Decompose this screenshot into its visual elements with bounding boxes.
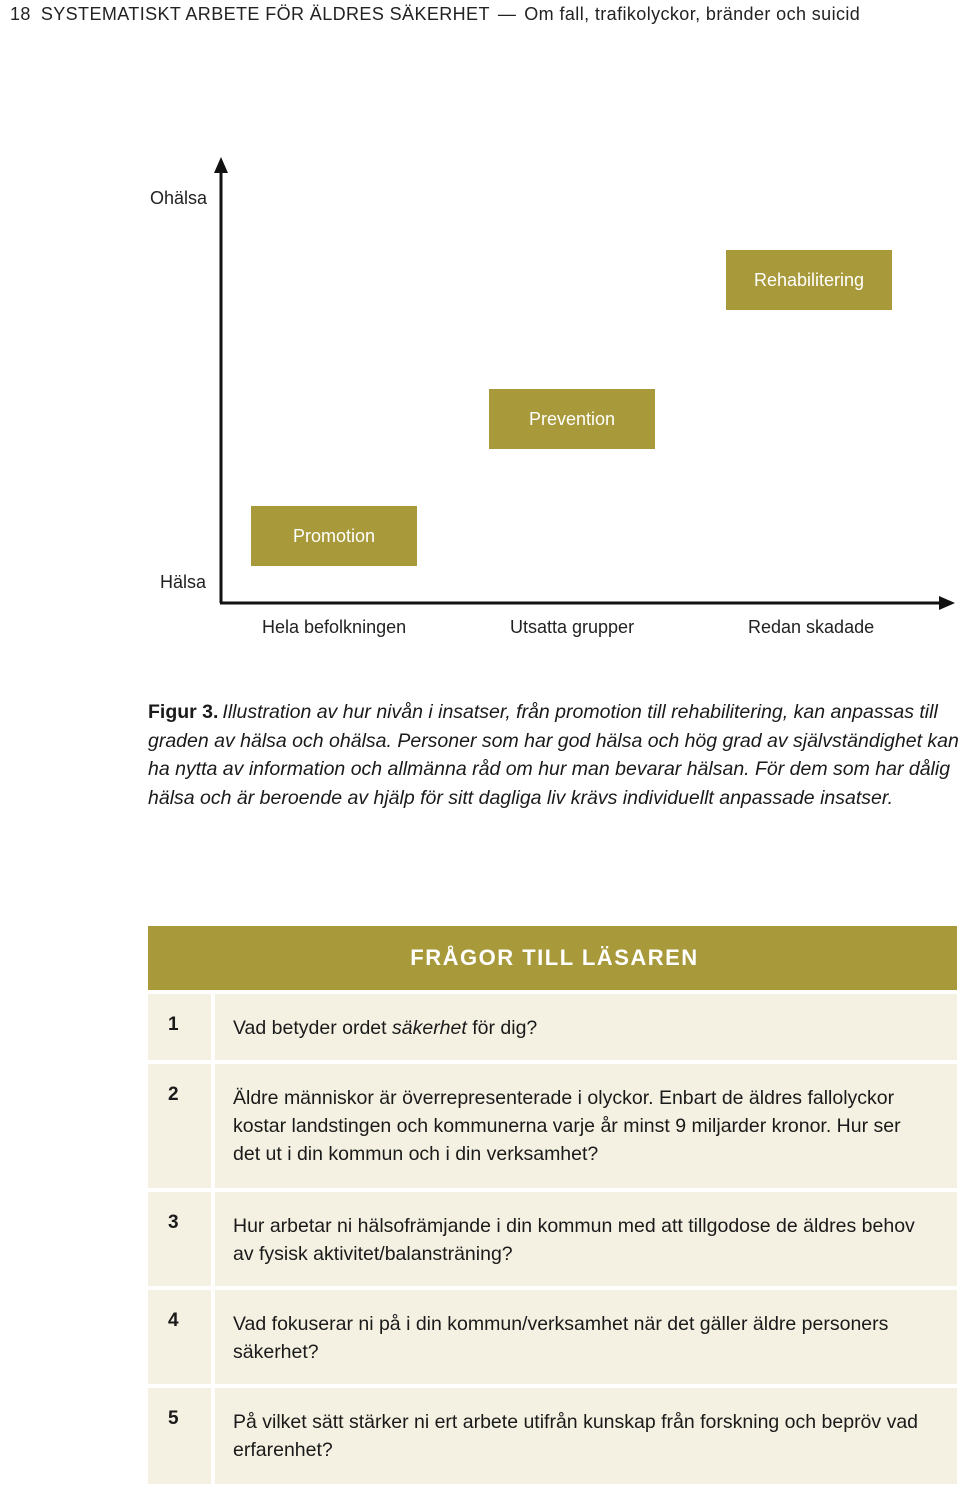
question-text: Äldre människor är överrepresenterade i olyckor. Enbart de äldres fallolyckor kostar landstingen och kommunerna varje år minst 9 miljarder kronor. Hur ser det ut i din kommun och i din verksamhet? bbox=[215, 1064, 957, 1188]
question-row bbox=[148, 1064, 957, 1188]
question-row bbox=[148, 1192, 957, 1286]
box-promotion: Promotion bbox=[251, 506, 417, 566]
header-title: SYSTEMATISKT ARBETE FÖR ÄLDRES SÄKERHET bbox=[40, 4, 490, 24]
questions-title: FRÅGOR TILL LÄSAREN bbox=[148, 926, 957, 990]
question-row bbox=[148, 1290, 957, 1384]
question-text-post: för dig? bbox=[466, 1017, 538, 1039]
question-number: 3 bbox=[148, 1192, 211, 1286]
question-row bbox=[148, 994, 957, 1060]
box-rehabilitering: Rehabilitering bbox=[726, 250, 892, 310]
y-top-label: Ohälsa bbox=[150, 188, 208, 208]
question-number: 1 bbox=[148, 994, 211, 1060]
x-axis-arrow-icon bbox=[939, 596, 955, 610]
caption-label: Figur 3. bbox=[148, 701, 219, 723]
caption-text: Illustration av hur nivån i insatser, från promotion till rehabilitering, kan anpassas till graden av hälsa och ohälsa. Personer som har god hälsa och hög grad av självständighet kan ha nytta av information och allmänna råd om hur man bevarar hälsan. För dem som har dålig hälsa och är beroende av hjälp för sitt dagliga liv krävs individuellt anpassade insatser. bbox=[148, 701, 959, 809]
x-label-redan-skadade: Redan skadade bbox=[748, 617, 875, 637]
question-text-pre: Vad betyder ordet bbox=[233, 1017, 392, 1039]
y-bottom-label: Hälsa bbox=[160, 572, 207, 592]
question-number: 2 bbox=[148, 1064, 211, 1188]
figure-caption bbox=[148, 698, 960, 812]
question-text: Hur arbetar ni hälsofrämjande i din kommun med att tillgodose de äldres behov av fysisk aktivitet/balansträning? bbox=[215, 1192, 957, 1286]
x-label-hela-befolkningen: Hela befolkningen bbox=[262, 617, 407, 637]
question-number: 4 bbox=[148, 1290, 211, 1384]
header-subtitle: Om fall, trafikolyckor, bränder och suicid bbox=[524, 4, 861, 24]
question-text-emphasis: säkerhet bbox=[392, 1017, 467, 1039]
page-number: 18 bbox=[10, 4, 31, 24]
question-row bbox=[148, 1388, 957, 1484]
question-number: 5 bbox=[148, 1388, 211, 1484]
question-text bbox=[215, 994, 957, 1060]
y-axis-arrow-icon bbox=[214, 157, 228, 173]
figure-3 bbox=[0, 0, 960, 660]
axes-svg bbox=[0, 0, 960, 660]
box-prevention: Prevention bbox=[489, 389, 655, 449]
question-text: På vilket sätt stärker ni ert arbete utifrån kunskap från forskning och bepröv vad erfarenhet? bbox=[215, 1388, 957, 1484]
questions-box bbox=[148, 926, 957, 1484]
question-text: Vad fokuserar ni på i din kommun/verksamhet när det gäller äldre personers säkerhet? bbox=[215, 1290, 957, 1384]
x-label-utsatta-grupper: Utsatta grupper bbox=[510, 617, 635, 637]
header-dash: — bbox=[497, 4, 517, 24]
